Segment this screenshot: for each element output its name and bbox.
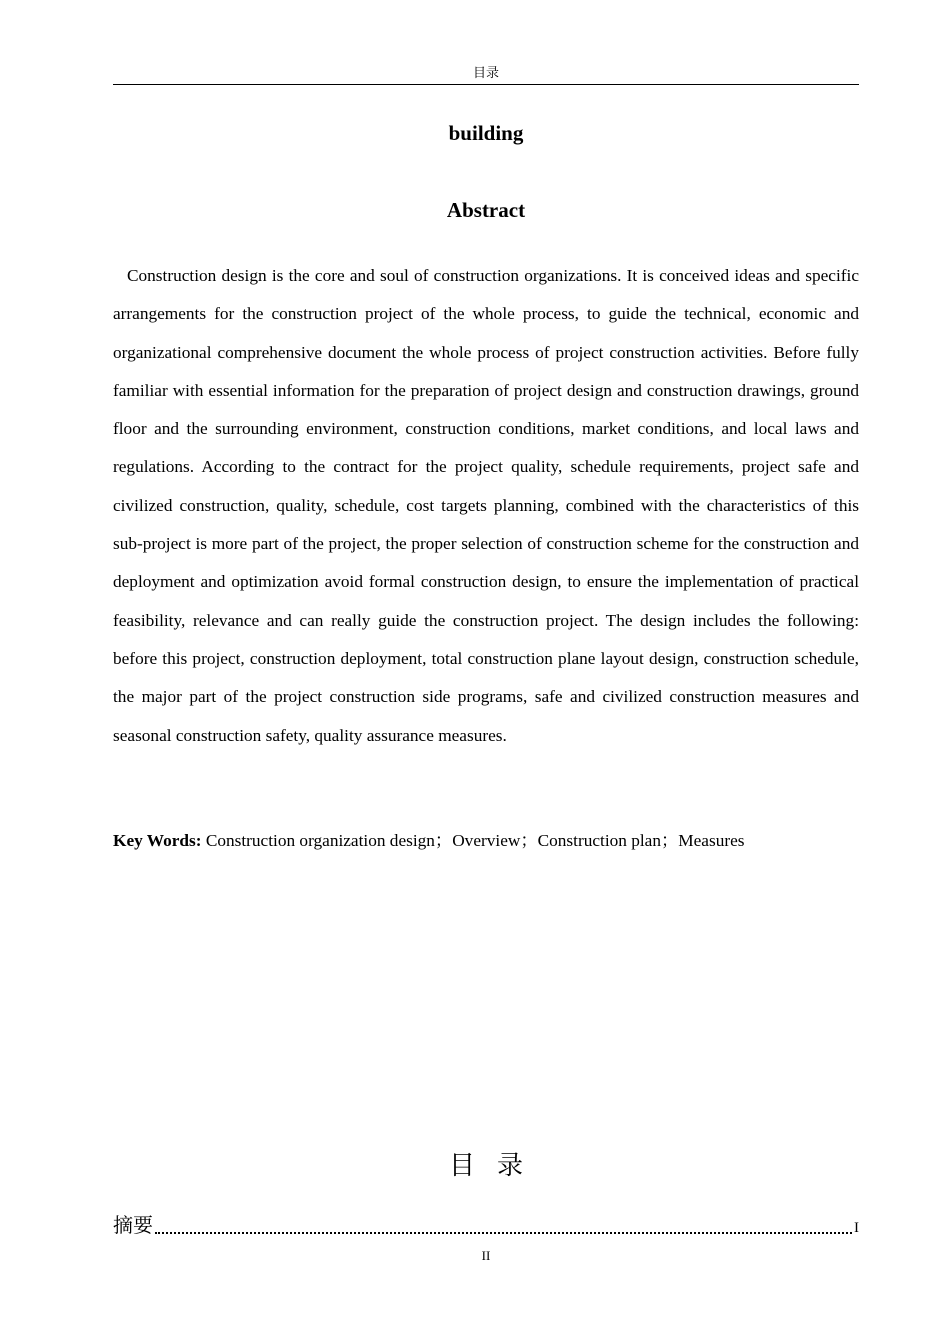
keywords: [113, 826, 859, 856]
toc-entry-label: 摘要: [113, 1213, 153, 1237]
keywords-text: Construction organization design；Overview；Construction plan；Measures: [201, 831, 745, 850]
page-header: [113, 64, 859, 85]
page-number: II: [481, 1248, 491, 1263]
keywords-label: Key Words:: [113, 831, 202, 850]
toc-entry[interactable]: [113, 1210, 859, 1240]
toc-entry-page: I: [854, 1220, 859, 1236]
document-title: building: [448, 121, 524, 145]
toc-leader-dots: [155, 1232, 852, 1234]
toc-title: 目录: [448, 1151, 545, 1181]
abstract-heading: Abstract: [446, 198, 526, 222]
running-title: 目录: [472, 66, 499, 81]
abstract-body: Construction design is the core and soul of construction organizations. It is conceived ideas and specific arrangements for the construction project of the whole process, to guide the technical, economic and organizational comprehensive document the whole process of project construction activities. Before fully familiar with essential information for the preparation of project design and construction drawings, ground floor and the surrounding environment, construction conditions, market conditions, and local laws and regulations. According to the contract for the project quality, schedule requirements, project safe and civilized construction, quality, schedule, cost targets planning, combined with the characteristics of this sub-project is more part of the project, the proper selection of construction scheme for the construction and deployment and optimization avoid formal construction design, to ensure the implementation of practical feasibility, relevance and can really guide the construction project. The design includes the following: before this project, construction deployment, total construction plane layout design, construction schedule, the major part of the project construction side programs, safe and civilized construction measures and seasonal construction safety, quality assurance measures.: [113, 266, 859, 745]
